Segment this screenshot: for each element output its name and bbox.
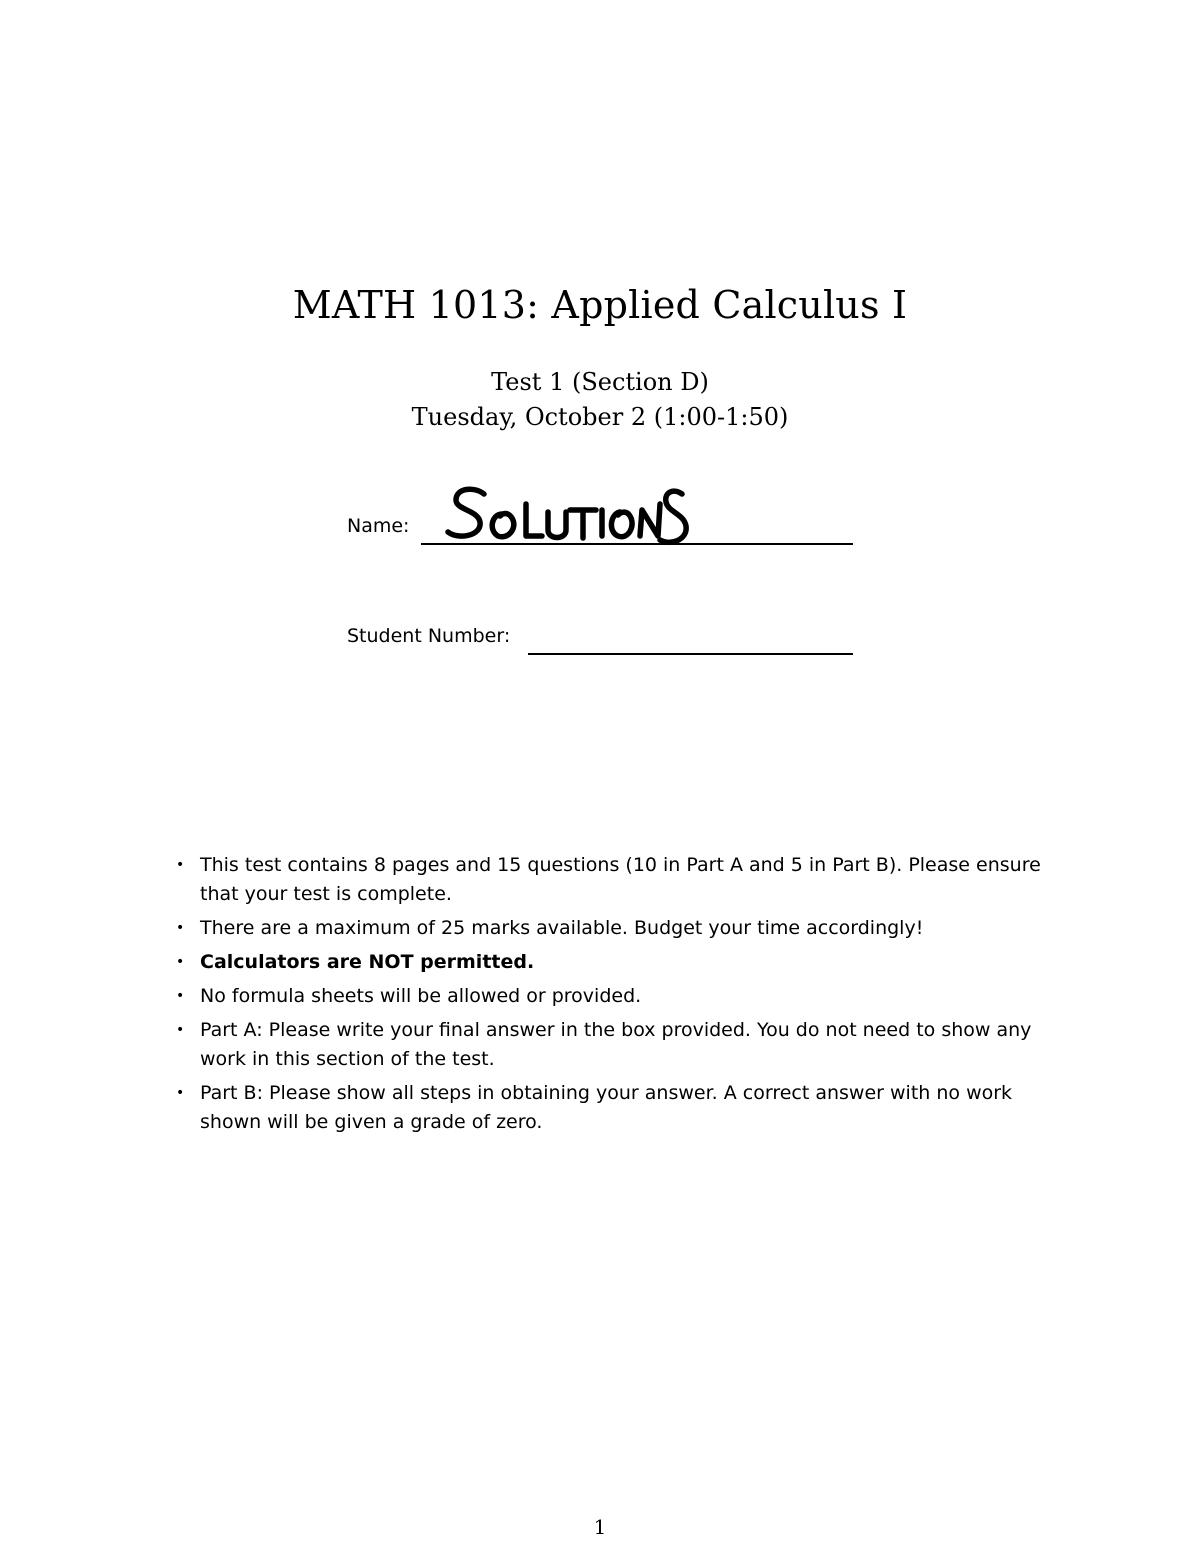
bullet-icon: • [176,857,185,873]
name-label: Name: [347,515,410,537]
instruction-text: This test contains 8 pages and 15 questions (10 in Part A and 5 in Part B). Please ensure that your test is complete. [200,854,1041,905]
list-item [170,982,1070,1011]
list-item [170,914,1070,943]
handwritten-name-signature [444,480,694,552]
bullet-icon: • [176,1022,185,1038]
list-item [170,948,1070,977]
instruction-text: Part B: Please show all steps in obtaining your answer. A correct answer with no work shown will be given a grade of zero. [200,1082,1013,1133]
list-item [170,851,1070,909]
instruction-text: Part A: Please write your final answer in the box provided. You do not need to show any work in this section of the test. [200,1019,1032,1070]
instructions-list [170,851,1070,1142]
bullet-icon: • [176,988,185,1004]
student-number-field-line[interactable] [528,653,853,655]
list-item [170,1016,1070,1074]
instruction-text: There are a maximum of 25 marks available. Budget your time accordingly! [200,917,924,939]
bullet-icon: • [176,954,185,970]
page-title: MATH 1013: Applied Calculus I [292,283,908,327]
instruction-text: No formula sheets will be allowed or provided. [200,985,642,1007]
bullet-icon: • [176,1085,185,1101]
list-item [170,1079,1070,1137]
bullet-icon: • [176,920,185,936]
page-number: 1 [593,1515,607,1539]
test-section-line: Test 1 (Section D) [491,368,709,396]
instruction-text: Calculators are NOT permitted. [200,951,535,973]
test-date-line: Tuesday, October 2 (1:00-1:50) [411,403,789,431]
student-number-label: Student Number: [347,625,511,647]
